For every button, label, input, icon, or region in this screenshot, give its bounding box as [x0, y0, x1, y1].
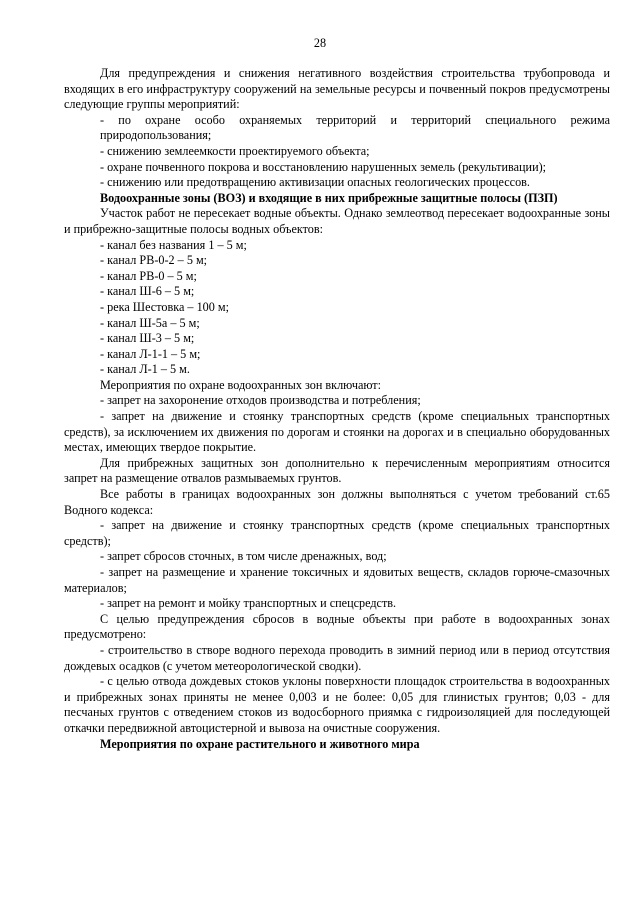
list-item: - запрет на ремонт и мойку транспортных и спецсредств.	[100, 596, 397, 611]
list-item: - по охране особо охраняемых территорий и территорий специального режима природопользования;	[100, 112, 610, 143]
list-item: - строительство в створе водного перехода проводить в зимний период или в период отсутствия дождевых осадков (с учетом метеорологической сводки).	[64, 642, 610, 673]
list-item: - канал Л-1-1 – 5 м;	[100, 346, 201, 361]
list-item: - снижению землеемкости проектируемого объекта;	[100, 143, 370, 158]
list-item: - охране почвенного покрова и восстановлению нарушенных земель (рекультивации);	[100, 159, 547, 174]
intro-paragraph: Для предупреждения и снижения негативного воздействия строительства трубопровода и входящих в его инфраструктуру сооружений на земельные ресурсы и почвенный покров предусмотрены следующие группы мероприятий:	[64, 66, 610, 112]
list-item: - запрет на движение и стоянку транспортных средств (кроме специальных транспортных средств);	[64, 518, 610, 548]
list-item: - канал Л-1 – 5 м.	[100, 362, 190, 377]
list-item: - запрет на захоронение отходов производства и потребления;	[100, 393, 421, 408]
voz-measures-intro: Мероприятия по охране водоохранных зон включают:	[100, 377, 382, 392]
list-item: - канал РВ-0 – 5 м;	[100, 268, 197, 283]
list-item: - река Шестовка – 100 м;	[100, 299, 229, 314]
site-paragraph: Участок работ не пересекает водные объекты. Однако землеотвод пересекает водоохранные зоны и прибрежно-защитные полосы водных объектов:	[64, 206, 610, 236]
list-item: - запрет на размещение и хранение токсичных и ядовитых веществ, складов горюче-смазочных материалов;	[64, 565, 610, 595]
list-item: - запрет сбросов сточных, в том числе дренажных, вод;	[100, 549, 387, 564]
section-heading: Мероприятия по охране растительного и животного мира	[100, 736, 420, 751]
list-item: - снижению или предотвращению активизации опасных геологических процессов.	[100, 175, 530, 190]
list-item: - канал Ш-3 – 5 м;	[100, 331, 195, 346]
discharge-paragraph: С целью предупреждения сбросов в водные объекты при работе в водоохранных зонах предусмотрено:	[64, 611, 610, 642]
pzp-paragraph: Для прибрежных защитных зон дополнительно к перечисленным мероприятиям относится запрет на размещение отвалов размываемых грунтов.	[64, 455, 610, 486]
page-number: 28	[313, 36, 327, 50]
list-item: - канал Ш-6 – 5 м;	[100, 284, 195, 299]
list-item: - с целью отвода дождевых стоков уклоны поверхности площадок строительства в водоохранных и прибрежных зонах приняты не менее 0,003 и не более: 0,05 для глинистых грунтов; 0,03 - для песчаных грунтов с отведением стоков из водосборного приямка с гидроизоляцией для последующей откачки передвижной автоцистерной и вывоза на очистные сооружения.	[64, 674, 610, 735]
document-body	[64, 66, 610, 752]
list-item: - канал Ш-5а – 5 м;	[100, 315, 200, 330]
list-item: - запрет на движение и стоянку транспортных средств (кроме специальных транспортных средств), за исключением их движения по дорогам и стоянки на дорогах и в специально оборудованных местах, имеющих твердое покрытие.	[64, 409, 610, 455]
list-item: - канал без названия 1 – 5 м;	[100, 237, 247, 252]
list-item: - канал РВ-0-2 – 5 м;	[100, 253, 208, 268]
water-code-paragraph: Все работы в границах водоохранных зон должны выполняться с учетом требований ст.65 Водного кодекса:	[64, 487, 610, 517]
section-heading: Водоохранные зоны (ВОЗ) и входящие в них прибрежные защитные полосы (ПЗП)	[100, 190, 558, 205]
